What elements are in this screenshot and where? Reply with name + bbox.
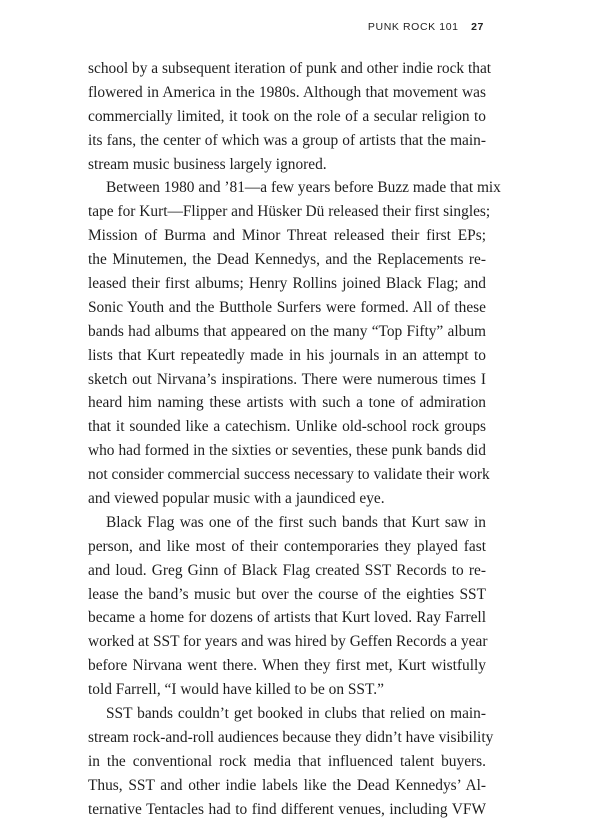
text-line: bands had albums that appeared on the many “Top Fifty” album bbox=[88, 322, 486, 340]
text-line: before Nirvana went there. When they first met, Kurt wistfully bbox=[88, 657, 486, 675]
text-line: told Farrell, “I would have killed to be on SST.” bbox=[88, 681, 384, 699]
running-header bbox=[368, 21, 484, 33]
text-line: school by a subsequent iteration of punk and other indie rock that bbox=[88, 60, 492, 77]
text-line: person, and like most of their contemporaries they played fast bbox=[88, 537, 486, 555]
text-line: became a home for dozens of artists that Kurt loved. Ray Farrell bbox=[88, 609, 486, 627]
text-line: who had formed in the sixties or seventies, these punk bands did bbox=[88, 442, 486, 460]
text-line: lists that Kurt repeatedly made in his journals in an attempt to bbox=[88, 346, 486, 364]
text-line: sketch out Nirvana’s inspirations. There were numerous times I bbox=[88, 370, 486, 388]
text-line: in the conventional rock media that influenced talent buyers. bbox=[88, 752, 486, 770]
text-line: and loud. Greg Ginn of Black Flag created SST Records to re- bbox=[88, 561, 486, 579]
text-line: Mission of Burma and Minor Threat released their first EPs; bbox=[88, 227, 486, 245]
text-line: heard him naming these artists with such a tone of admiration bbox=[88, 394, 486, 412]
text-line: that it sounded like a catechism. Unlike old-school rock groups bbox=[88, 418, 486, 436]
text-line: the Minutemen, the Dead Kennedys, and the Replacements re- bbox=[88, 251, 486, 269]
running-title: PUNK ROCK 101 bbox=[367, 21, 459, 33]
text-line: stream rock-and-roll audiences because they didn’t have visibility bbox=[88, 728, 494, 746]
page-number: 27 bbox=[471, 21, 484, 33]
text-line: Black Flag was one of the first such bands that Kurt saw in bbox=[106, 513, 486, 531]
text-line: its fans, the center of which was a group of artists that the main- bbox=[88, 131, 486, 149]
text-line: stream music business largely ignored. bbox=[88, 155, 327, 173]
text-line: Thus, SST and other indie labels like the Dead Kennedys’ Al- bbox=[88, 776, 486, 794]
text-line: ternative Tentacles had to find different venues, including VFW bbox=[88, 800, 486, 818]
body-text bbox=[88, 57, 501, 822]
text-line: tape for Kurt—Flipper and Hüsker Dü released their first singles; bbox=[88, 203, 491, 221]
text-line: Sonic Youth and the Butthole Surfers were formed. All of these bbox=[88, 298, 486, 316]
text-line: leased their first albums; Henry Rollins joined Black Flag; and bbox=[88, 275, 486, 293]
text-line: not consider commercial success necessary to validate their work bbox=[88, 466, 490, 484]
text-line: Between 1980 and ’81—a few years before Buzz made that mix bbox=[106, 179, 501, 197]
text-line: commercially limited, it took on the role of a secular religion to bbox=[88, 107, 486, 125]
text-line: lease the band’s music but over the course of the eighties SST bbox=[88, 585, 486, 603]
text-line: SST bands couldn’t get booked in clubs that relied on main- bbox=[106, 705, 486, 723]
text-line: flowered in America in the 1980s. Although that movement was bbox=[88, 83, 486, 101]
text-line: worked at SST for years and was hired by Geffen Records a year bbox=[88, 633, 488, 651]
text-line: and viewed popular music with a jaundiced eye. bbox=[88, 490, 385, 508]
